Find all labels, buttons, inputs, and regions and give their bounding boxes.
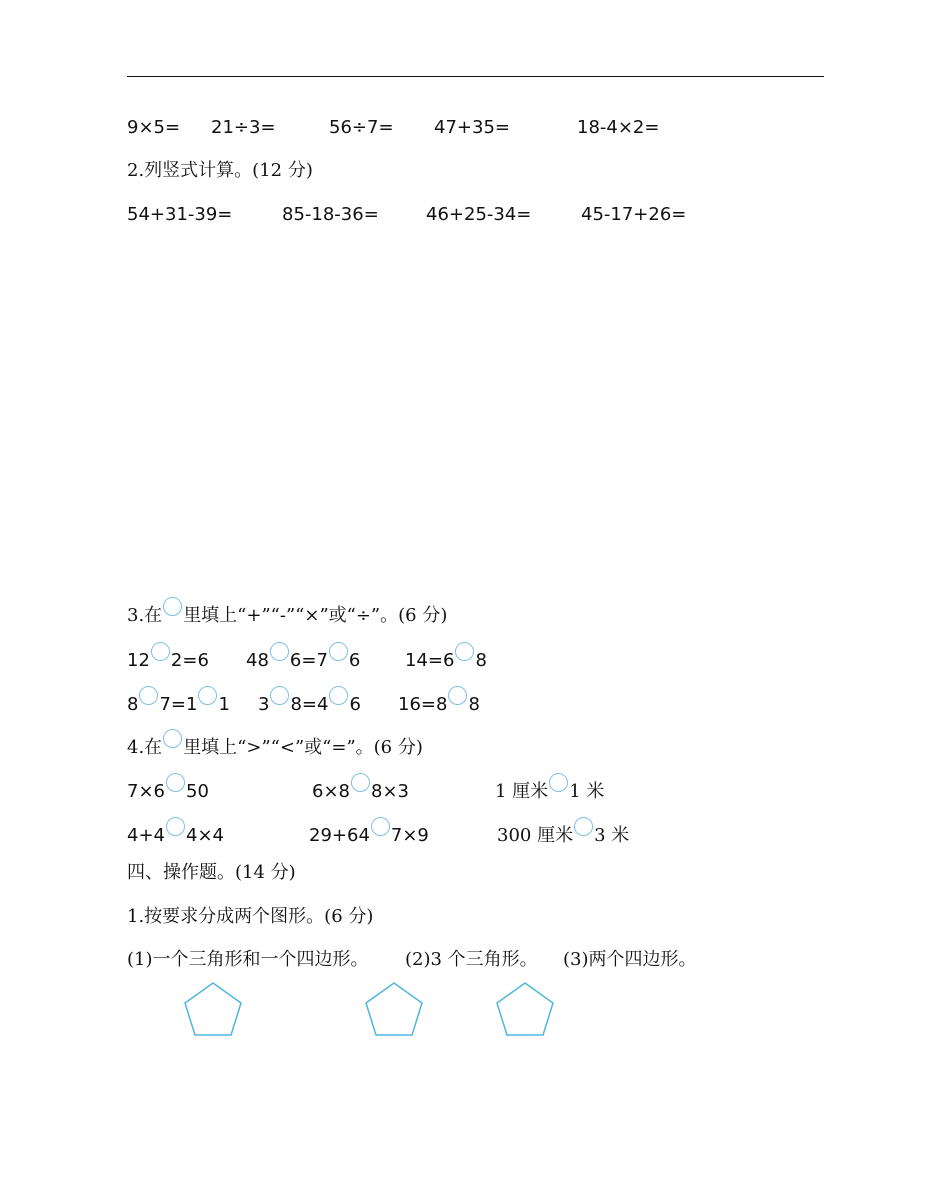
- q4-title-a: 4.在: [127, 737, 163, 758]
- task-label: (3)两个四边形。: [563, 949, 697, 970]
- expr-text: 7×6: [127, 781, 165, 802]
- op1-title: 1.按要求分成两个图形。(6 分): [127, 906, 374, 927]
- expr-text: 1: [218, 694, 230, 715]
- answer-circle[interactable]: [455, 642, 474, 661]
- expr-text: 7=1: [159, 694, 198, 715]
- expr-text: 3 米: [594, 825, 630, 846]
- expr-text: 7×9: [390, 825, 429, 846]
- answer-circle[interactable]: [574, 817, 593, 836]
- expr-text: 4+4: [127, 825, 165, 846]
- task-label: (2)3 个三角形。: [405, 949, 538, 970]
- q2-title: 2.列竖式计算。(12 分): [127, 160, 313, 181]
- q3-title: [127, 597, 448, 626]
- expr-text: 6×8: [312, 781, 350, 802]
- section-4-title: 四、操作题。(14 分): [127, 862, 296, 883]
- vertical-calc-item: 85-18-36=: [282, 204, 379, 225]
- answer-circle[interactable]: [198, 686, 217, 705]
- pentagon-shape[interactable]: [497, 983, 553, 1035]
- answer-circle[interactable]: [270, 642, 289, 661]
- oral-item: 47+35=: [434, 117, 510, 138]
- pentagon-shape[interactable]: [185, 983, 241, 1035]
- q3-title-a: 3.在: [127, 605, 163, 626]
- pentagon-shapes: [0, 975, 950, 1045]
- vertical-calc-item: 46+25-34=: [426, 204, 532, 225]
- task-label: (1)一个三角形和一个四边形。: [127, 949, 369, 970]
- expr-text: 48: [246, 650, 269, 671]
- expr-text: 300 厘米: [497, 825, 574, 846]
- expr-text: 50: [186, 781, 209, 802]
- expr-text: 14=6: [405, 650, 455, 671]
- answer-circle[interactable]: [329, 642, 348, 661]
- answer-circle[interactable]: [371, 817, 390, 836]
- expr-text: 2=6: [170, 650, 209, 671]
- expr-text: 3: [258, 694, 270, 715]
- answer-circle[interactable]: [163, 597, 182, 616]
- expr-text: 6: [348, 650, 361, 671]
- expr-text: 8: [475, 650, 487, 671]
- vertical-calc-item: 45-17+26=: [581, 204, 687, 225]
- answer-circle[interactable]: [163, 729, 182, 748]
- answer-circle[interactable]: [151, 642, 170, 661]
- q3-title-b: 里填上“+”“-”“×”或“÷”。(6 分): [183, 605, 448, 626]
- expr-text: 16=8: [398, 694, 448, 715]
- answer-circle[interactable]: [166, 773, 185, 792]
- expr-text: 4×4: [186, 825, 224, 846]
- oral-item: 21÷3=: [211, 117, 276, 138]
- expr-text: 29+64: [309, 825, 370, 846]
- q4-title-b: 里填上“>”“<”或“=”。(6 分): [183, 737, 423, 758]
- expr-text: 6: [349, 694, 361, 715]
- answer-circle[interactable]: [166, 817, 185, 836]
- oral-item: 56÷7=: [329, 117, 394, 138]
- answer-circle[interactable]: [448, 686, 467, 705]
- expr-text: 8: [468, 694, 480, 715]
- expr-text: 1 米: [569, 781, 605, 802]
- answer-circle[interactable]: [329, 686, 348, 705]
- answer-circle[interactable]: [270, 686, 289, 705]
- expr-text: 8×3: [371, 781, 409, 802]
- expr-text: 1 厘米: [495, 781, 549, 802]
- q4-title: [127, 729, 423, 758]
- answer-circle[interactable]: [351, 773, 370, 792]
- vertical-calc-item: 54+31-39=: [127, 204, 233, 225]
- oral-item: 18-4×2=: [577, 117, 660, 138]
- expr-text: 8=4: [290, 694, 329, 715]
- pentagon-shape[interactable]: [366, 983, 422, 1035]
- expr-text: 12: [127, 650, 150, 671]
- expr-text: 8: [127, 694, 139, 715]
- oral-item: 9×5=: [127, 117, 181, 138]
- expr-text: 6=7: [289, 650, 328, 671]
- answer-circle[interactable]: [139, 686, 158, 705]
- answer-circle[interactable]: [549, 773, 568, 792]
- header-rule: [127, 76, 824, 77]
